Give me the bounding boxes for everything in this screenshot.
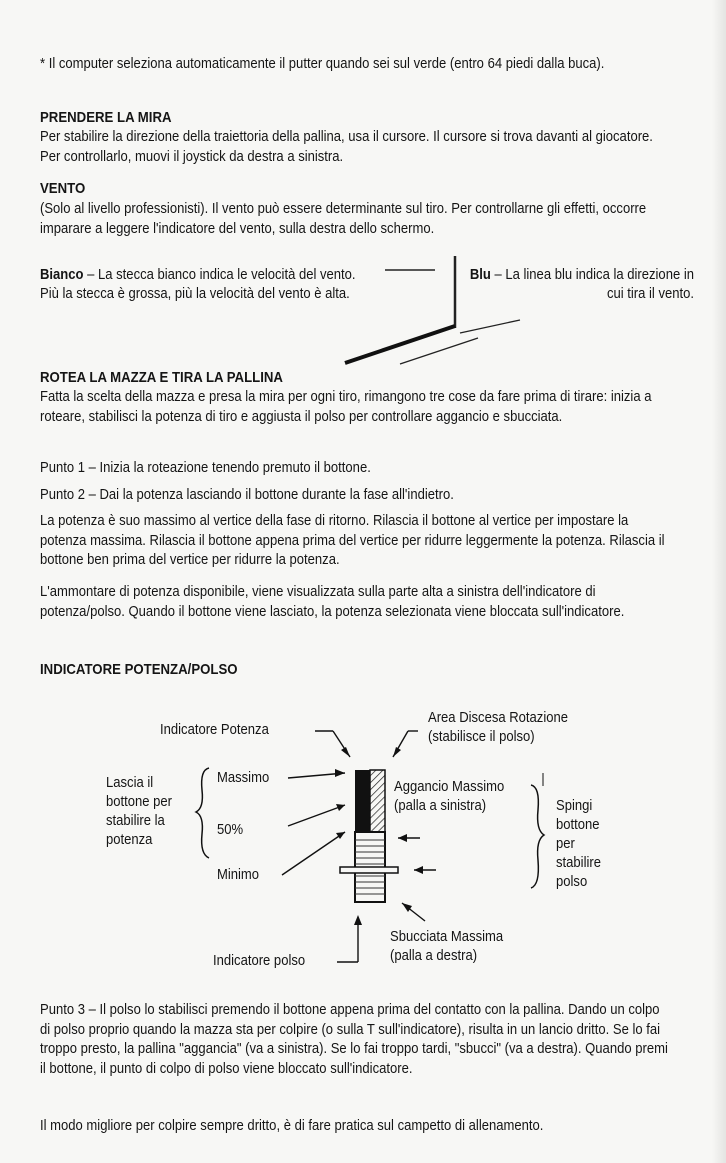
step3-text: Punto 3 – Il polso lo stabilisci premendo il bottone appena prima del contatto con la pallina. Dando un colpo di polso proprio quando la mazza sta per colpire (o sulla T sull'indicatore), risulta in un lancio dritto. Se lo fai troppo presto, la pallina "aggancia" (va a sinistra). Se lo fai troppo tardi, "sbucci" (va a destra). Quando premi il bottone, il punto di colpo di polso viene bloccato sull'indicatore. [40,1002,668,1077]
swing-p5: L'ammontare di potenza disponibile, viene visualizzata sulla parte alta a sinistra dell'indicatore di potenza/polso. Quando il bottone viene lasciato, la potenza selezionata viene bloccata sull'indicatore. [40,584,625,620]
label-max: Massimo [217,770,270,786]
closing-text: Il modo migliore per colpire sempre dritto, è di fare pratica sul campetto di allenamento. [40,1118,544,1134]
label-min: Minimo [217,867,260,883]
label-wrist-indicator: Indicatore polso [213,953,306,969]
meter-heading: INDICATORE POTENZA/POLSO [40,661,238,678]
swing-heading: ROTEA LA MAZZA E TIRA LA PALLINA [40,369,283,386]
power-fill [355,770,370,832]
label-hook-max: Aggancio Massimo (palla a sinistra) [394,779,505,814]
swing-p4: La potenza è suo massimo al vertice della fase di ritorno. Rilascia il bottone al vertice per impostare la potenza massima. Rilascia il bottone appena prima del vertice per ridurre leggermente la potenza. Rilascia il bottone ben prima del vertice per ridurre la potenza. [40,513,665,569]
aim-heading: PRENDERE LA MIRA [40,109,172,126]
blue-legend-text: – La linea blu indica la direzione in cui tira il vento. [490,267,694,302]
label-push: Spingi bottone per stabilire polso [556,798,601,890]
label-release: Lascia il bottone per stabilire la potenza [106,775,173,848]
blue-legend-title: Blu [469,267,491,283]
t-bar [340,867,398,873]
rotation-area [370,770,385,832]
white-legend-text: – La stecca bianco indica le velocità del vento. Più la stecca è grossa, più la velocità del vento è alta. [40,267,356,302]
left-brace [196,768,209,858]
intro-note: * Il computer seleziona automaticamente il putter quando sei sul verde (entro 64 piedi dalla buca). [40,56,605,72]
right-brace [531,785,544,888]
swing-step2: Punto 2 – Dai la potenza lasciando il bottone durante la fase all'indietro. [40,487,454,503]
swing-step1: Punto 1 – Inizia la roteazione tenendo premuto il bottone. [40,460,371,476]
swing-p1: Fatta la scelta della mazza e presa la mira per ogni tiro, rimangono tre cose da fare prima di tirare: inizia a roteare, stabilisci la potenza di tiro e aggiusta il polso per controllare aggancio e sbucciata. [40,389,652,425]
label-rotation-area: Area Discesa Rotazione (stabilisce il polso) [428,710,569,745]
wind-heading: VENTO [40,180,86,197]
label-50: 50% [217,822,244,838]
white-legend-title: Bianco [40,267,84,283]
label-slice-max: Sbucciata Massima (palla a destra) [390,929,504,964]
aim-text: Per stabilire la direzione della traiettoria della pallina, usa il cursore. Il cursore si trova davanti al giocatore. Per controllarlo, muovi il joystick da destra a sinistra. [40,129,653,165]
label-power-indicator: Indicatore Potenza [160,722,269,738]
wind-text: (Solo al livello professionisti). Il vento può essere determinante sul tiro. Per controllarne gli effetti, occorre imparare a leggere l'indicatore del vento, sulla destra dello schermo. [40,201,647,237]
